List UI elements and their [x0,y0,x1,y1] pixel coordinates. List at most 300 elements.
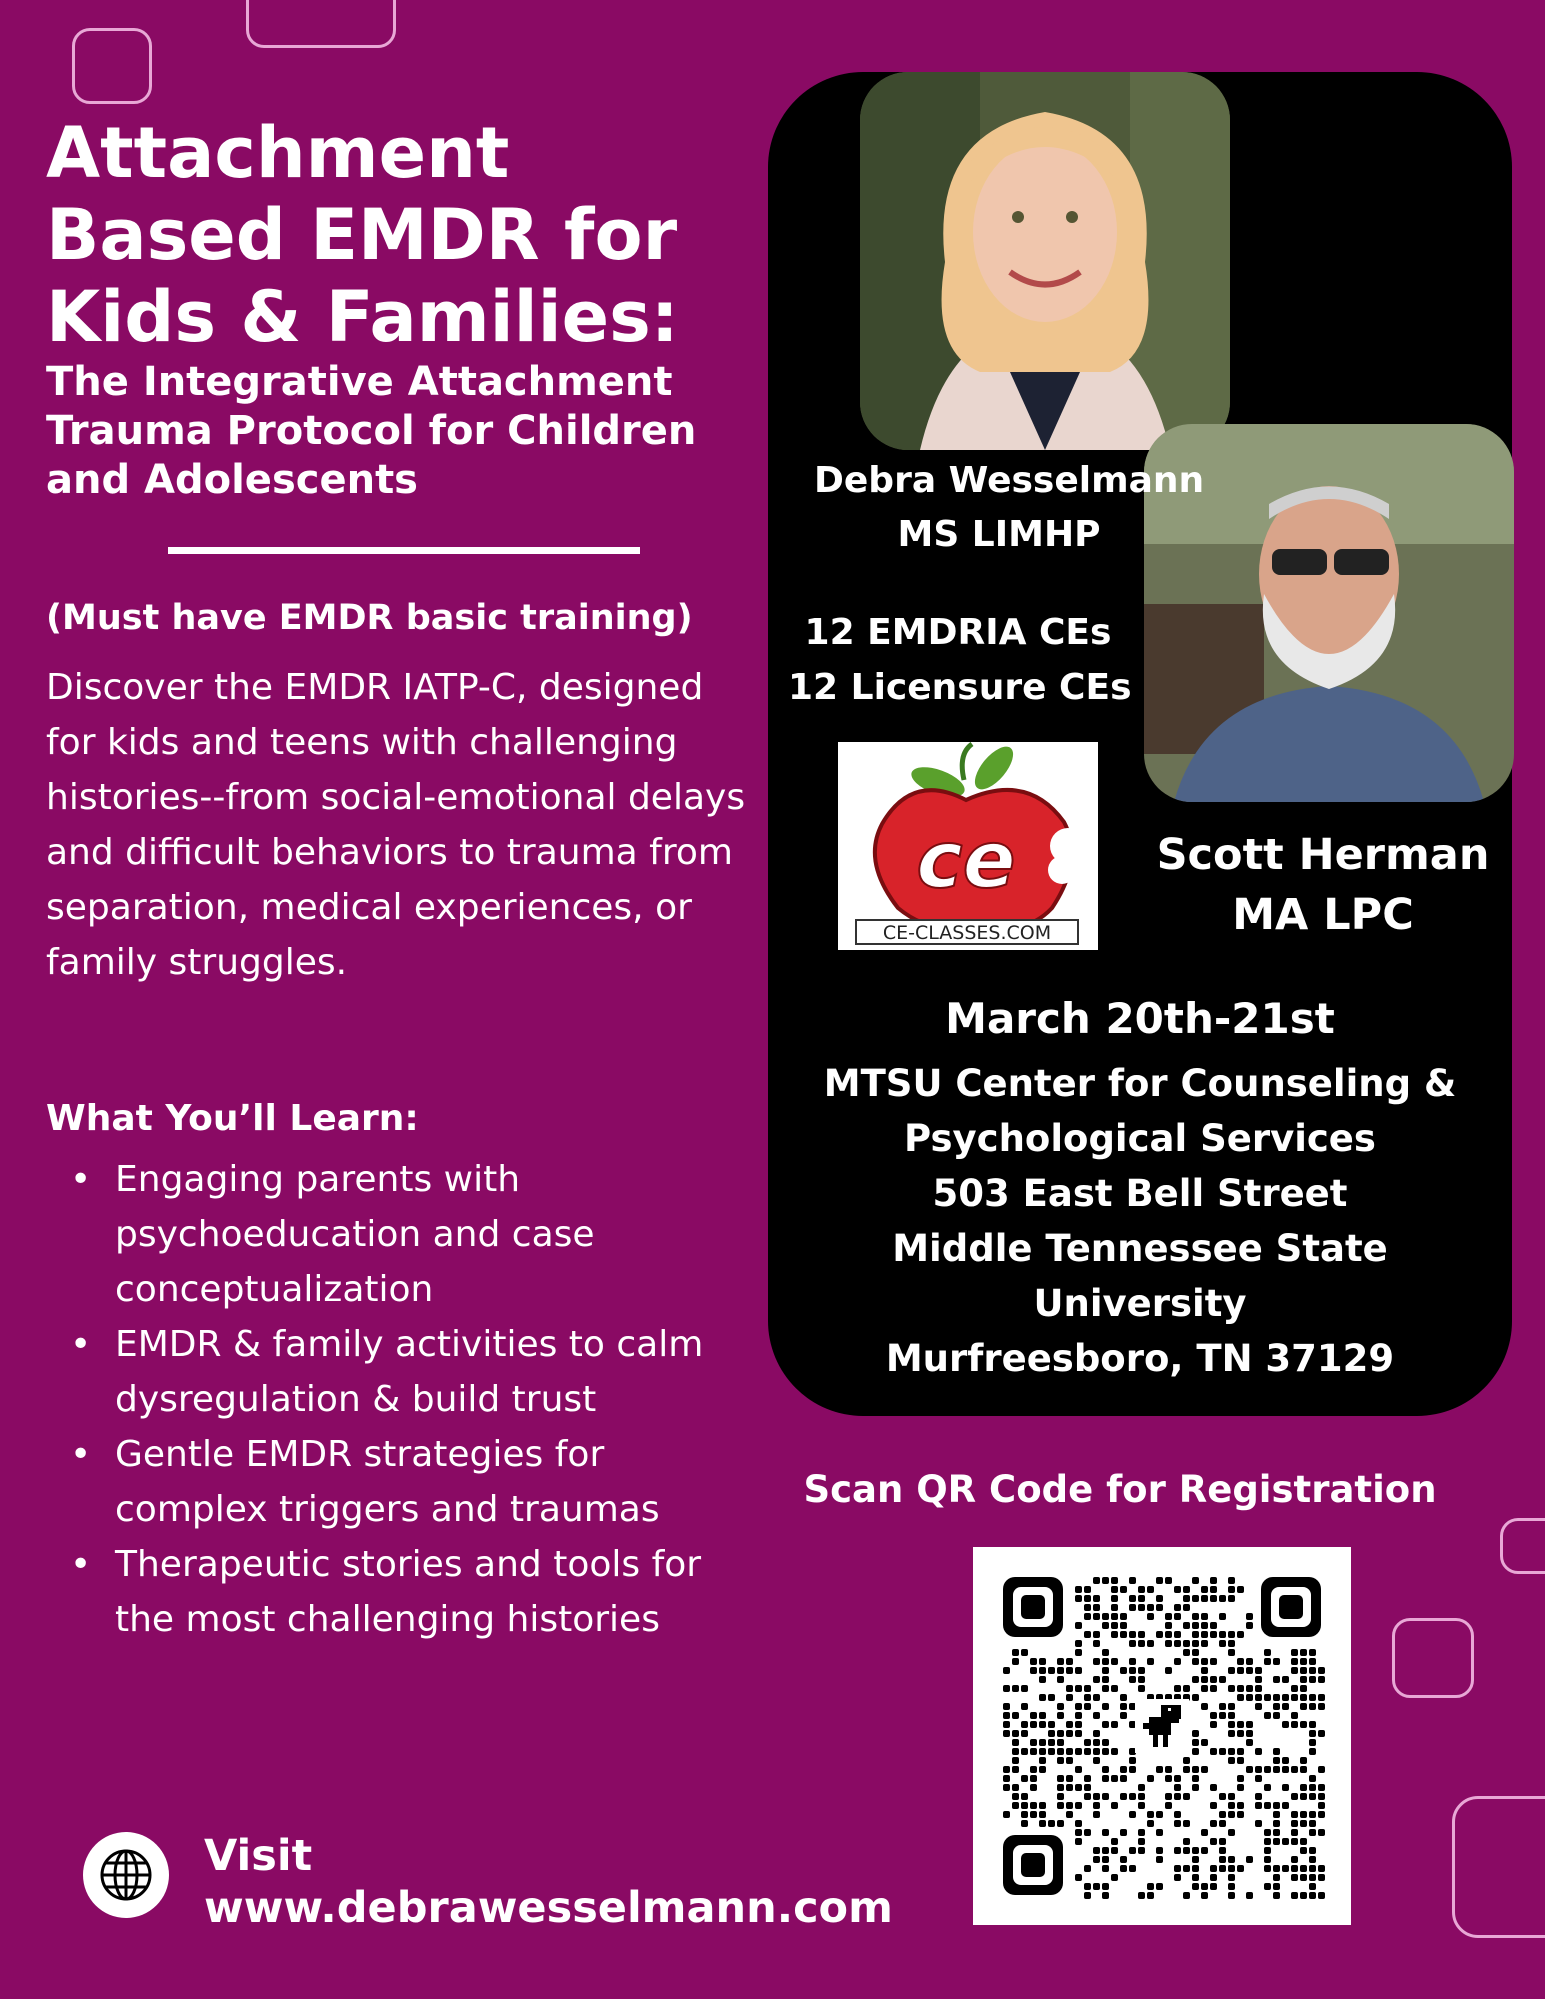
qr-module [1147,1613,1154,1620]
qr-module [1192,1676,1199,1683]
qr-module [1102,1739,1109,1746]
qr-module [1057,1757,1064,1764]
qr-module [1048,1694,1055,1701]
qr-module [1102,1856,1109,1863]
qr-module [1237,1721,1244,1728]
qr-module [1318,1694,1325,1701]
qr-module [1219,1676,1226,1683]
qr-module [1129,1766,1136,1773]
qr-module [1210,1883,1217,1890]
qr-module [1093,1631,1100,1638]
qr-module [1120,1667,1127,1674]
qr-module [1111,1613,1118,1620]
qr-module [1129,1631,1136,1638]
qr-module [1309,1847,1316,1854]
qr-module [1030,1721,1037,1728]
qr-module [1219,1613,1226,1620]
qr-module [1174,1874,1181,1881]
qr-module [1030,1658,1037,1665]
qr-module [1057,1784,1064,1791]
qr-module [1318,1874,1325,1881]
qr-module [1273,1712,1280,1719]
qr-module [1066,1775,1073,1782]
qr-module [1300,1892,1307,1899]
qr-module [1174,1775,1181,1782]
qr-module [1237,1658,1244,1665]
qr-module [1012,1748,1019,1755]
qr-module [1003,1712,1010,1719]
qr-module [1318,1676,1325,1683]
decorative-square [72,28,152,104]
qr-module [1291,1658,1298,1665]
qr-module [1156,1847,1163,1854]
qr-module [1120,1613,1127,1620]
logo-caption: CE-CLASSES.COM [882,922,1052,944]
qr-module [1129,1658,1136,1665]
qr-module [1264,1784,1271,1791]
qr-module [1102,1658,1109,1665]
qr-module [1057,1820,1064,1827]
qr-module [1309,1676,1316,1683]
qr-module [1183,1649,1190,1656]
qr-module [1030,1766,1037,1773]
qr-module [1093,1748,1100,1755]
qr-module [1057,1730,1064,1737]
qr-module [1201,1676,1208,1683]
qr-module [1102,1622,1109,1629]
qr-module [1255,1703,1262,1710]
qr-module [1129,1604,1136,1611]
qr-module [1138,1667,1145,1674]
qr-module [1030,1667,1037,1674]
qr-module [1093,1757,1100,1764]
website-url[interactable]: www.debrawesselmann.com [204,1883,893,1933]
qr-module [1138,1640,1145,1647]
qr-module [1174,1784,1181,1791]
qr-module [1138,1631,1145,1638]
qr-module [1309,1658,1316,1665]
qr-module [1210,1838,1217,1845]
learn-heading: What You’ll Learn: [46,1098,419,1139]
qr-module [1273,1658,1280,1665]
qr-module [1219,1712,1226,1719]
qr-module [1093,1739,1100,1746]
qr-module [1255,1685,1262,1692]
qr-module [1093,1811,1100,1818]
qr-module [1309,1874,1316,1881]
qr-module [1111,1622,1118,1629]
qr-module [1309,1784,1316,1791]
qr-module [1228,1649,1235,1656]
qr-module [1246,1730,1253,1737]
qr-module [1255,1667,1262,1674]
qr-module [1255,1802,1262,1809]
qr-module [1093,1730,1100,1737]
qr-module [1174,1793,1181,1800]
qr-module [1039,1712,1046,1719]
presenter-photo-debra [860,72,1230,450]
qr-module [1012,1757,1019,1764]
qr-module [1300,1676,1307,1683]
qr-module [1237,1631,1244,1638]
qr-module [1120,1622,1127,1629]
learn-item: • Therapeutic stories and tools for the most challenging histories [70,1537,750,1647]
qr-module [1075,1667,1082,1674]
qr-module [1075,1622,1082,1629]
qr-module [1300,1694,1307,1701]
qr-module [1039,1802,1046,1809]
qr-module [1192,1613,1199,1620]
qr-module [1318,1802,1325,1809]
qr-module [1120,1712,1127,1719]
decorative-square [246,0,396,48]
qr-module [1012,1685,1019,1692]
qr-module [1075,1784,1082,1791]
qr-module [1228,1667,1235,1674]
qr-module [1219,1748,1226,1755]
qr-module [1201,1829,1208,1836]
qr-module [1102,1685,1109,1692]
qr-module [1300,1703,1307,1710]
qr-module [1129,1640,1136,1647]
qr-module [1255,1820,1262,1827]
qr-module [1102,1613,1109,1620]
qr-module [1282,1721,1289,1728]
qr-module [1021,1730,1028,1737]
qr-module [1075,1820,1082,1827]
qr-module [1093,1613,1100,1620]
qr-module [1102,1649,1109,1656]
qr-module [1084,1613,1091,1620]
course-description: Discover the EMDR IATP-C, designed for kids and teens with challenging histories--from social-emotional delays and difficult behaviors to trauma from separation, medical experiences, or family struggles. [46,667,746,983]
qr-module [1201,1622,1208,1629]
qr-module [1021,1649,1028,1656]
qr-module [1183,1622,1190,1629]
qr-module [1084,1586,1091,1593]
qr-module [1192,1658,1199,1665]
qr-module [1120,1631,1127,1638]
qr-module [1237,1694,1244,1701]
qr-module [1264,1883,1271,1890]
qr-module [1300,1847,1307,1854]
qr-module [1147,1892,1154,1899]
qr-module [1165,1622,1172,1629]
qr-module [1309,1649,1316,1656]
qr-module [1057,1802,1064,1809]
qr-module [1174,1847,1181,1854]
qr-module [1237,1757,1244,1764]
qr-module [1039,1739,1046,1746]
qr-module [1228,1730,1235,1737]
qr-module [1264,1649,1271,1656]
qr-module [1300,1658,1307,1665]
qr-module [1309,1775,1316,1782]
qr-module [1156,1766,1163,1773]
qr-module [1138,1595,1145,1602]
qr-module [1300,1838,1307,1845]
qr-module [1039,1676,1046,1683]
qr-module [1183,1586,1190,1593]
qr-module [1246,1721,1253,1728]
qr-module [1210,1820,1217,1827]
qr-module [1228,1757,1235,1764]
qr-module [1273,1676,1280,1683]
qr-module [1075,1766,1082,1773]
qr-module [1084,1865,1091,1872]
qr-pattern [973,1547,1351,1925]
qr-module [1093,1640,1100,1647]
qr-module [1111,1685,1118,1692]
qr-module [1237,1730,1244,1737]
qr-module [1030,1748,1037,1755]
qr-module [1300,1685,1307,1692]
qr-module [1282,1802,1289,1809]
qr-module [1309,1739,1316,1746]
qr-module [1039,1820,1046,1827]
qr-module [1174,1658,1181,1665]
qr-module [1273,1892,1280,1899]
qr-module [1273,1703,1280,1710]
qr-module [1264,1658,1271,1665]
qr-module [1273,1874,1280,1881]
qr-module [1093,1847,1100,1854]
qr-module [1183,1766,1190,1773]
qr-module [1291,1712,1298,1719]
qr-module [1165,1667,1172,1674]
event-university-line2: University [1033,1282,1247,1325]
qr-module [1111,1604,1118,1611]
qr-module [1183,1604,1190,1611]
website-link[interactable] [204,1830,893,1934]
qr-module [1246,1685,1253,1692]
learn-item: • Gentle EMDR strategies for complex triggers and traumas [70,1427,750,1537]
qr-module [1129,1703,1136,1710]
qr-module [1237,1811,1244,1818]
qr-module [1012,1793,1019,1800]
qr-module [1120,1829,1127,1836]
qr-module [1228,1865,1235,1872]
qr-module [1120,1694,1127,1701]
qr-module [1192,1775,1199,1782]
qr-module [1066,1784,1073,1791]
ce-classes-logo [838,742,1098,950]
qr-module [1291,1793,1298,1800]
qr-module [1111,1847,1118,1854]
qr-module [1057,1658,1064,1665]
qr-module [1012,1730,1019,1737]
qr-module [1228,1892,1235,1899]
qr-module [1246,1856,1253,1863]
qr-caption: Scan QR Code for Registration [803,1468,1437,1511]
flyer-title: Attachment Based EMDR for Kids & Families: [46,112,679,358]
qr-module [1111,1586,1118,1593]
dinosaur-icon [1135,1699,1189,1753]
qr-module [1228,1640,1235,1647]
qr-module [1129,1748,1136,1755]
title-divider [168,547,640,554]
qr-module [1147,1811,1154,1818]
qr-module [1246,1739,1253,1746]
qr-module [1273,1694,1280,1701]
qr-module [1039,1667,1046,1674]
qr-module [1057,1667,1064,1674]
qr-module [1192,1883,1199,1890]
qr-module [1174,1865,1181,1872]
qr-module [1174,1613,1181,1620]
qr-module [1273,1766,1280,1773]
qr-module [1039,1658,1046,1665]
qr-module [1210,1874,1217,1881]
qr-module [1021,1775,1028,1782]
qr-module [1309,1721,1316,1728]
qr-module [1210,1676,1217,1683]
qr-module [1048,1739,1055,1746]
qr-module [1273,1865,1280,1872]
qr-module [1264,1829,1271,1836]
qr-module [1003,1730,1010,1737]
qr-module [1192,1595,1199,1602]
qr-module [1102,1892,1109,1899]
qr-module [1291,1838,1298,1845]
qr-module [1273,1883,1280,1890]
qr-module [1102,1865,1109,1872]
qr-module [1165,1631,1172,1638]
qr-module [1192,1766,1199,1773]
qr-module [1102,1793,1109,1800]
qr-module [1075,1802,1082,1809]
qr-module [1075,1838,1082,1845]
qr-module [1192,1730,1199,1737]
qr-module [1246,1622,1253,1629]
qr-module [1057,1793,1064,1800]
qr-module [1129,1595,1136,1602]
qr-module [1102,1748,1109,1755]
qr-module [1228,1811,1235,1818]
registration-qr-code[interactable] [973,1547,1351,1925]
qr-module [1039,1748,1046,1755]
qr-module [1192,1856,1199,1863]
qr-module [1111,1802,1118,1809]
qr-module [1201,1586,1208,1593]
qr-module [1300,1757,1307,1764]
qr-module [1084,1748,1091,1755]
qr-module [1228,1586,1235,1593]
qr-module [1246,1694,1253,1701]
qr-module [1183,1640,1190,1647]
qr-module [1120,1586,1127,1593]
qr-module [1084,1631,1091,1638]
qr-module [1183,1595,1190,1602]
qr-module [1228,1703,1235,1710]
qr-module [1075,1748,1082,1755]
qr-module [1012,1766,1019,1773]
qr-module [1228,1577,1235,1584]
qr-module [1084,1595,1091,1602]
presenter-name-debra: Debra Wesselmann [814,460,1205,501]
qr-module [1111,1577,1118,1584]
qr-module [1066,1811,1073,1818]
qr-module [1084,1604,1091,1611]
qr-module [1237,1802,1244,1809]
qr-module [1291,1694,1298,1701]
qr-module [1291,1685,1298,1692]
qr-module [1057,1739,1064,1746]
qr-module [1165,1577,1172,1584]
qr-module [1012,1784,1019,1791]
event-date: March 20th-21st [945,994,1335,1043]
globe-icon [83,1832,169,1918]
qr-module [1201,1613,1208,1620]
qr-module [1291,1820,1298,1827]
qr-module [1075,1730,1082,1737]
qr-module [1156,1829,1163,1836]
qr-module [1264,1694,1271,1701]
qr-module [1021,1820,1028,1827]
qr-module [1210,1721,1217,1728]
qr-module [1228,1802,1235,1809]
qr-module [1102,1676,1109,1683]
qr-module [1156,1883,1163,1890]
qr-module [1129,1757,1136,1764]
qr-module [1138,1586,1145,1593]
qr-module [1138,1847,1145,1854]
qr-module [1093,1604,1100,1611]
qr-module [1003,1667,1010,1674]
qr-module [1156,1577,1163,1584]
qr-module [1030,1802,1037,1809]
qr-module [1120,1766,1127,1773]
qr-module [1174,1604,1181,1611]
qr-module [1138,1802,1145,1809]
event-city: Murfreesboro, TN 37129 [885,1337,1395,1380]
qr-module [1111,1658,1118,1665]
qr-module [1255,1694,1262,1701]
qr-module [1192,1739,1199,1746]
decorative-square [1452,1796,1545,1938]
qr-module [1201,1667,1208,1674]
qr-module [1237,1667,1244,1674]
qr-module [1165,1766,1172,1773]
qr-module [1210,1712,1217,1719]
qr-module [1291,1856,1298,1863]
qr-module [1219,1847,1226,1854]
qr-module [1264,1838,1271,1845]
qr-module [1192,1865,1199,1872]
qr-module [1291,1649,1298,1656]
qr-module [1309,1694,1316,1701]
qr-module [1300,1721,1307,1728]
qr-module [1084,1829,1091,1836]
qr-module [1111,1595,1118,1602]
qr-module [1066,1730,1073,1737]
qr-module [1138,1838,1145,1845]
qr-module [1201,1595,1208,1602]
qr-module [1075,1640,1082,1647]
qr-module [1165,1775,1172,1782]
qr-module [1021,1748,1028,1755]
qr-module [1156,1631,1163,1638]
qr-module [1093,1577,1100,1584]
qr-module [1219,1640,1226,1647]
qr-module [1093,1676,1100,1683]
qr-module [1138,1829,1145,1836]
qr-module [1030,1811,1037,1818]
qr-module [1219,1865,1226,1872]
qr-module [1111,1775,1118,1782]
qr-module [1039,1694,1046,1701]
qr-module [1075,1721,1082,1728]
qr-module [1066,1802,1073,1809]
